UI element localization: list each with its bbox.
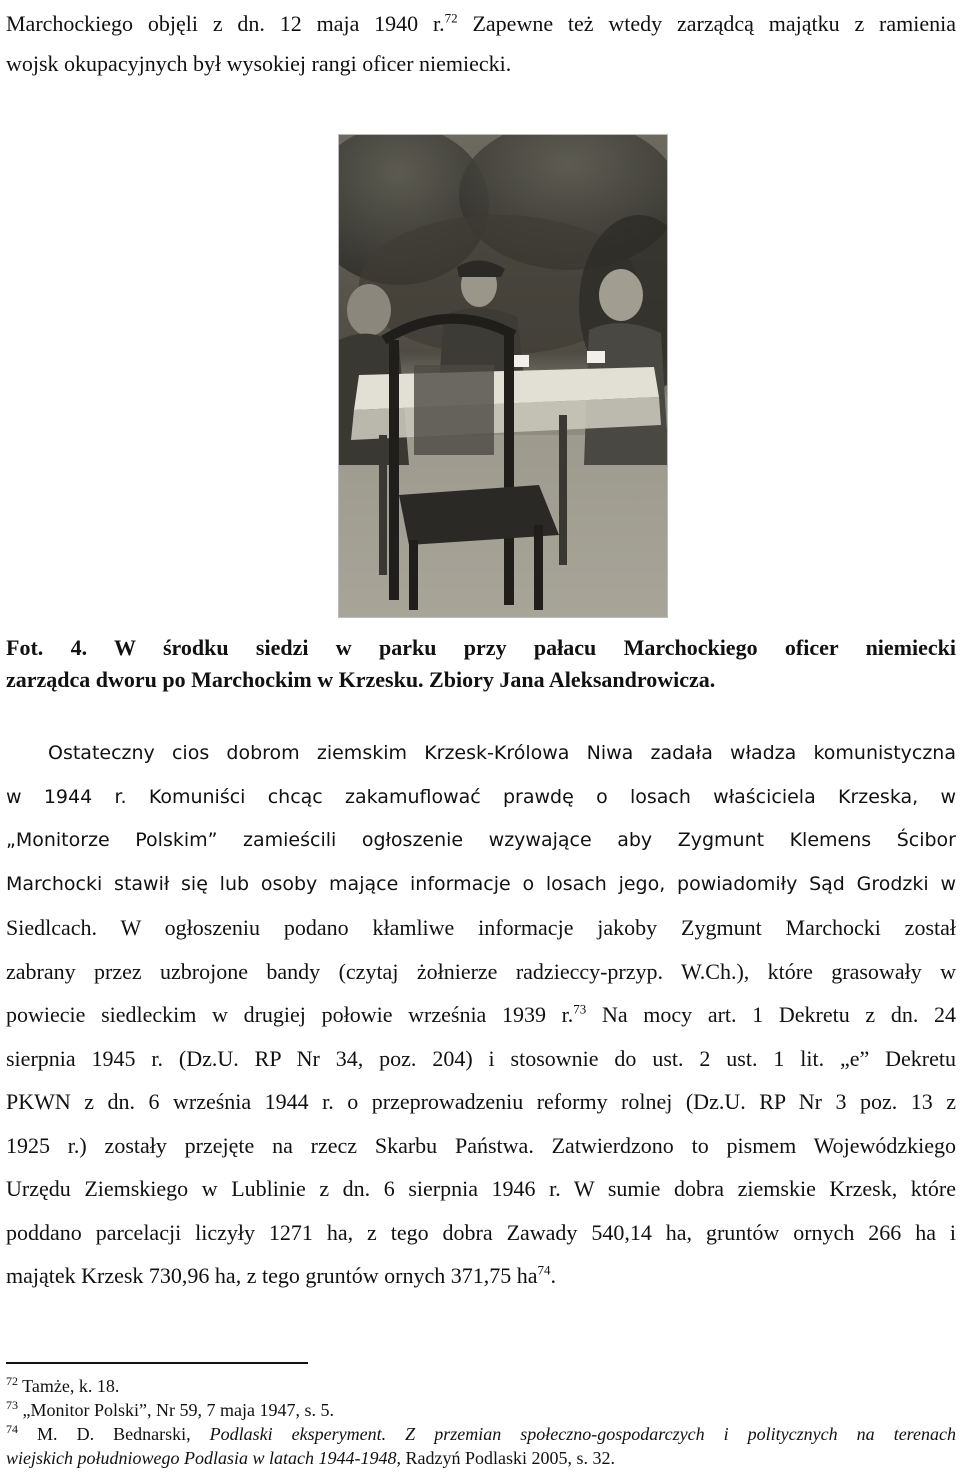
- footnote-title: Podlaski eksperyment. Z przemian społeczno-gospodarczych i politycznych na terenach: [209, 1424, 956, 1444]
- caption-line-1: Fot. 4. W środku siedzi w parku przy pałacu Marchockiego oficer niemiecki: [6, 635, 956, 660]
- body-line: w 1944 r. Komuniści chcąc zakamuflować prawdę o losach właściciela Krzeska, w: [6, 785, 956, 808]
- body-line: poddano parcelacji liczyły 1271 ha, z tego dobra Zawady 540,14 ha, gruntów ornych 266 ha i: [6, 1219, 956, 1245]
- sepia-photograph-icon: [339, 135, 668, 618]
- body-line: zabrany przez uzbrojone bandy (czytaj żołnierze radzieccy-przyp. W.Ch.), które grasowały w: [6, 958, 956, 984]
- footnote-text: Tamże, k. 18.: [18, 1376, 120, 1396]
- body-line: „Monitorze Polskim” zamieścili ogłoszenie wzywające aby Zygmunt Klemens Ścibor: [6, 829, 956, 851]
- footnote-number: 74: [6, 1422, 18, 1436]
- body-paragraph: [6, 732, 956, 1298]
- top-paragraph-line-2: wojsk okupacyjnych był wysokiej rangi oficer niemiecki.: [6, 51, 512, 76]
- text-span: majątek Krzesk 730,96 ha, z tego gruntów ornych 371,75 ha: [6, 1263, 538, 1288]
- footnote-ref-72[interactable]: 72: [444, 10, 458, 26]
- photo-caption: [6, 632, 956, 696]
- footnote-divider: [6, 1362, 308, 1364]
- text-span: powiecie siedleckim w drugiej połowie września 1939 r.: [6, 1002, 574, 1027]
- footnote-ref-73[interactable]: 73: [573, 1001, 587, 1017]
- footnote-author: M. D. Bednarski,: [18, 1424, 210, 1444]
- body-line: [6, 1254, 956, 1298]
- body-line: Ostateczny cios dobrom ziemskim Krzesk-Królowa Niwa zadała władza komunistyczna: [48, 742, 956, 764]
- footnote-73: [6, 1398, 956, 1422]
- footnote-ref-74[interactable]: 74: [537, 1262, 551, 1278]
- top-paragraph-line-1: [6, 4, 956, 44]
- footnote-text: „Monitor Polski”, Nr 59, 7 maja 1947, s. 5.: [18, 1400, 334, 1420]
- body-line: Urzędu Ziemskiego w Lublinie z dn. 6 sierpnia 1946 r. W sumie dobra ziemskie Krzesk, które: [6, 1176, 956, 1201]
- footnotes: [6, 1374, 956, 1470]
- footnote-74-continued: [6, 1446, 956, 1470]
- text-span: Na mocy art. 1 Dekretu z dn. 24: [586, 1002, 956, 1027]
- text-span: Zapewne też wtedy zarządcą majątku z ramienia: [457, 11, 957, 36]
- body-line: [6, 993, 956, 1037]
- footnote-number: 72: [6, 1374, 18, 1388]
- historical-photograph: [338, 134, 668, 618]
- text-span: Marchockiego objęli z dn. 12 maja 1940 r.: [6, 11, 445, 36]
- text-span: .: [550, 1263, 557, 1288]
- body-line: Siedlcach. W ogłoszeniu podano kłamliwe informacje jakoby Zygmunt Marchocki został: [6, 915, 956, 940]
- footnote-number: 73: [6, 1398, 18, 1412]
- body-line: sierpnia 1945 r. (Dz.U. RP Nr 34, poz. 204) i stosownie do ust. 2 ust. 1 lit. „e” Dekretu: [6, 1045, 956, 1071]
- body-line: 1925 r.) zostały przejęte na rzecz Skarbu Państwa. Zatwierdzono to pismem Wojewódzkiego: [6, 1132, 956, 1158]
- footnote-74: [6, 1422, 956, 1446]
- top-paragraph: [6, 4, 956, 84]
- body-line: PKWN z dn. 6 września 1944 r. o przeprowadzeniu reformy rolnej (Dz.U. RP Nr 3 poz. 13 z: [6, 1089, 956, 1114]
- body-line: Marchocki stawił się lub osoby mające informacje o losach jego, powiadomiły Sąd Grodzki w: [6, 872, 956, 895]
- caption-line-2: zarządca dworu po Marchockim w Krzesku. Zbiory Jana Aleksandrowicza.: [6, 667, 716, 692]
- footnote-title: wiejskich południowego Podlasia w latach 1944-1948: [6, 1448, 397, 1468]
- footnote-72: [6, 1374, 956, 1398]
- footnote-text: , Radzyń Podlaski 2005, s. 32.: [396, 1448, 615, 1468]
